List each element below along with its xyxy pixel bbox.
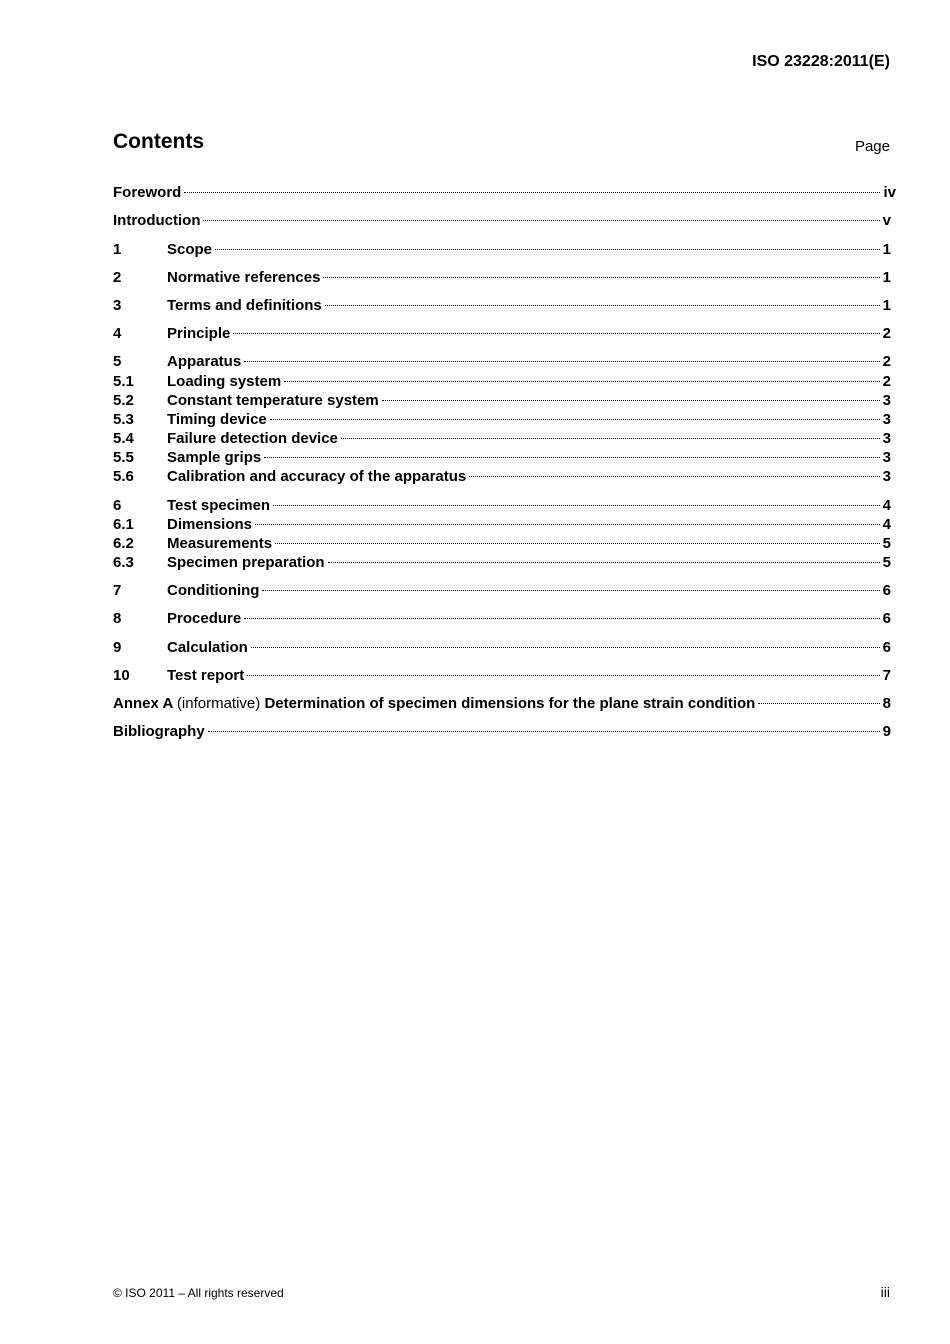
dot-leader (233, 333, 879, 334)
toc-entry-page: iv (883, 184, 896, 201)
dot-leader (244, 618, 879, 619)
toc-entry-number: 5.6 (113, 468, 134, 485)
toc-entry-number: 5.3 (113, 411, 134, 428)
toc-entry-timing-device[interactable] (113, 410, 891, 429)
toc-entry-page: 3 (882, 392, 891, 409)
toc-entry-sample-grips[interactable] (113, 448, 891, 467)
toc-entry-procedure[interactable] (113, 609, 891, 628)
dot-leader (758, 703, 879, 704)
toc-entry-scope[interactable] (113, 240, 891, 259)
toc-entry-page: 2 (882, 325, 891, 342)
toc-entry-principle[interactable] (113, 324, 891, 343)
toc-entry-dimensions[interactable] (113, 515, 891, 534)
toc-entry-page: 1 (882, 241, 891, 258)
dot-leader (273, 505, 880, 506)
toc-entry-title: Calculation (167, 639, 248, 656)
toc-entry-title: Normative references (167, 269, 321, 286)
toc-entry-title: Measurements (167, 535, 273, 552)
document-id: ISO 23228:2011(E) (752, 53, 890, 70)
dot-leader (247, 675, 879, 676)
toc-entry-number: 2 (113, 269, 122, 286)
toc-entry-page: 9 (882, 723, 891, 740)
toc-entry-conditioning[interactable] (113, 581, 891, 600)
toc-entry-constant-temperature-system[interactable] (113, 391, 891, 410)
toc-entry-number: 5.1 (113, 373, 134, 390)
toc-entry-bibliography[interactable] (113, 722, 891, 741)
toc-entry-page: 1 (882, 297, 891, 314)
toc-entry-page: 7 (882, 667, 891, 684)
toc-entry-annex-a[interactable] (113, 694, 891, 713)
toc-entry-title: Terms and definitions (167, 297, 322, 314)
toc-entry-title: Timing device (167, 411, 267, 428)
toc-entry-number: 8 (113, 610, 122, 627)
dot-leader (275, 543, 880, 544)
toc-entry-page: 6 (882, 610, 891, 627)
toc-entry-title: Failure detection device (167, 430, 338, 447)
page-column-label: Page (854, 138, 890, 155)
toc-entry-page: 3 (882, 468, 891, 485)
dot-leader (328, 562, 880, 563)
toc-entry-number: 5 (113, 353, 122, 370)
toc-entry-title: Procedure (167, 610, 242, 627)
toc-entry-title: Foreword (113, 184, 182, 201)
toc-entry-page: 2 (882, 373, 891, 390)
dot-leader (215, 249, 880, 250)
toc-entry-title: Dimensions (167, 516, 253, 533)
toc-entry-page: 4 (882, 497, 891, 514)
toc-entry-title: Constant temperature system (167, 392, 379, 409)
toc-entry-title: Calibration and accuracy of the apparatus (167, 468, 467, 485)
toc-entry-number: 5.5 (113, 449, 134, 466)
toc-entry-page: 6 (882, 582, 891, 599)
toc-entry-test-report[interactable] (113, 666, 891, 685)
toc-entry-page: 5 (882, 535, 891, 552)
dot-leader (255, 524, 880, 525)
toc-entry-number: 7 (113, 582, 122, 599)
toc-entry-title: Sample grips (167, 449, 262, 466)
toc-entry-page: 6 (882, 639, 891, 656)
dot-leader (382, 400, 880, 401)
footer-page-number: iii (880, 1284, 890, 1300)
dot-leader (203, 220, 879, 221)
toc-entry-loading-system[interactable] (113, 372, 891, 391)
toc-entry-number: 9 (113, 639, 122, 656)
toc-entry-terms-and-definitions[interactable] (113, 296, 891, 315)
toc-entry-number: 6.1 (113, 516, 134, 533)
toc-entry-test-specimen[interactable] (113, 496, 891, 515)
toc-entry-number: 3 (113, 297, 122, 314)
toc-entry-title: Loading system (167, 373, 282, 390)
toc-entry-calibration[interactable] (113, 467, 891, 486)
toc-entry-normative-references[interactable] (113, 268, 891, 287)
toc-entry-title: Principle (167, 325, 231, 342)
toc-entry-page: 4 (882, 516, 891, 533)
contents-heading: Contents (113, 130, 204, 153)
annex-type: (informative) (176, 695, 261, 712)
toc-entry-apparatus[interactable] (113, 352, 891, 371)
toc-entry-calculation[interactable] (113, 638, 891, 657)
toc-entry-title: Introduction (113, 212, 201, 229)
toc-entry-page: 3 (882, 411, 891, 428)
annex-label: Annex A (113, 695, 173, 712)
dot-leader (251, 647, 880, 648)
toc-entry-page: v (882, 212, 891, 229)
toc-entry-page: 2 (882, 353, 891, 370)
toc-entry-title (113, 694, 755, 713)
toc-entry-page: 5 (882, 554, 891, 571)
toc-entry-title: Test specimen (167, 497, 271, 514)
toc-entry-number: 5.4 (113, 430, 134, 447)
toc-entry-number: 10 (113, 667, 130, 684)
toc-entry-page: 3 (882, 449, 891, 466)
toc-entry-number: 1 (113, 241, 122, 258)
toc-entry-page: 3 (882, 430, 891, 447)
dot-leader (262, 590, 879, 591)
toc-entry-number: 6.3 (113, 554, 134, 571)
dot-leader (341, 438, 880, 439)
toc-entry-specimen-preparation[interactable] (113, 553, 891, 572)
dot-leader (184, 192, 880, 193)
footer-copyright: © ISO 2011 – All rights reserved (113, 1286, 284, 1300)
toc-entry-title: Scope (167, 241, 213, 258)
dot-leader (264, 457, 879, 458)
dot-leader (284, 381, 879, 382)
dot-leader (323, 277, 879, 278)
toc-entry-page: 8 (882, 695, 891, 712)
toc-entry-title: Specimen preparation (167, 554, 325, 571)
toc-entry-introduction[interactable] (113, 211, 891, 230)
annex-title: Determination of specimen dimensions for the plane strain condition (264, 695, 756, 712)
toc-entry-number: 6.2 (113, 535, 134, 552)
toc-entry-title: Bibliography (113, 723, 205, 740)
dot-leader (244, 361, 879, 362)
toc-entry-title: Test report (167, 667, 245, 684)
dot-leader (270, 419, 880, 420)
toc-entry-title: Conditioning (167, 582, 260, 599)
toc-entry-failure-detection-device[interactable] (113, 429, 891, 448)
dot-leader (469, 476, 879, 477)
toc-entry-measurements[interactable] (113, 534, 891, 553)
toc-entry-number: 4 (113, 325, 122, 342)
toc-entry-number: 5.2 (113, 392, 134, 409)
toc-entry-foreword[interactable] (113, 183, 896, 202)
toc-entry-title: Apparatus (167, 353, 242, 370)
dot-leader (325, 305, 880, 306)
dot-leader (208, 731, 880, 732)
toc-entry-page: 1 (882, 269, 891, 286)
toc-entry-number: 6 (113, 497, 122, 514)
